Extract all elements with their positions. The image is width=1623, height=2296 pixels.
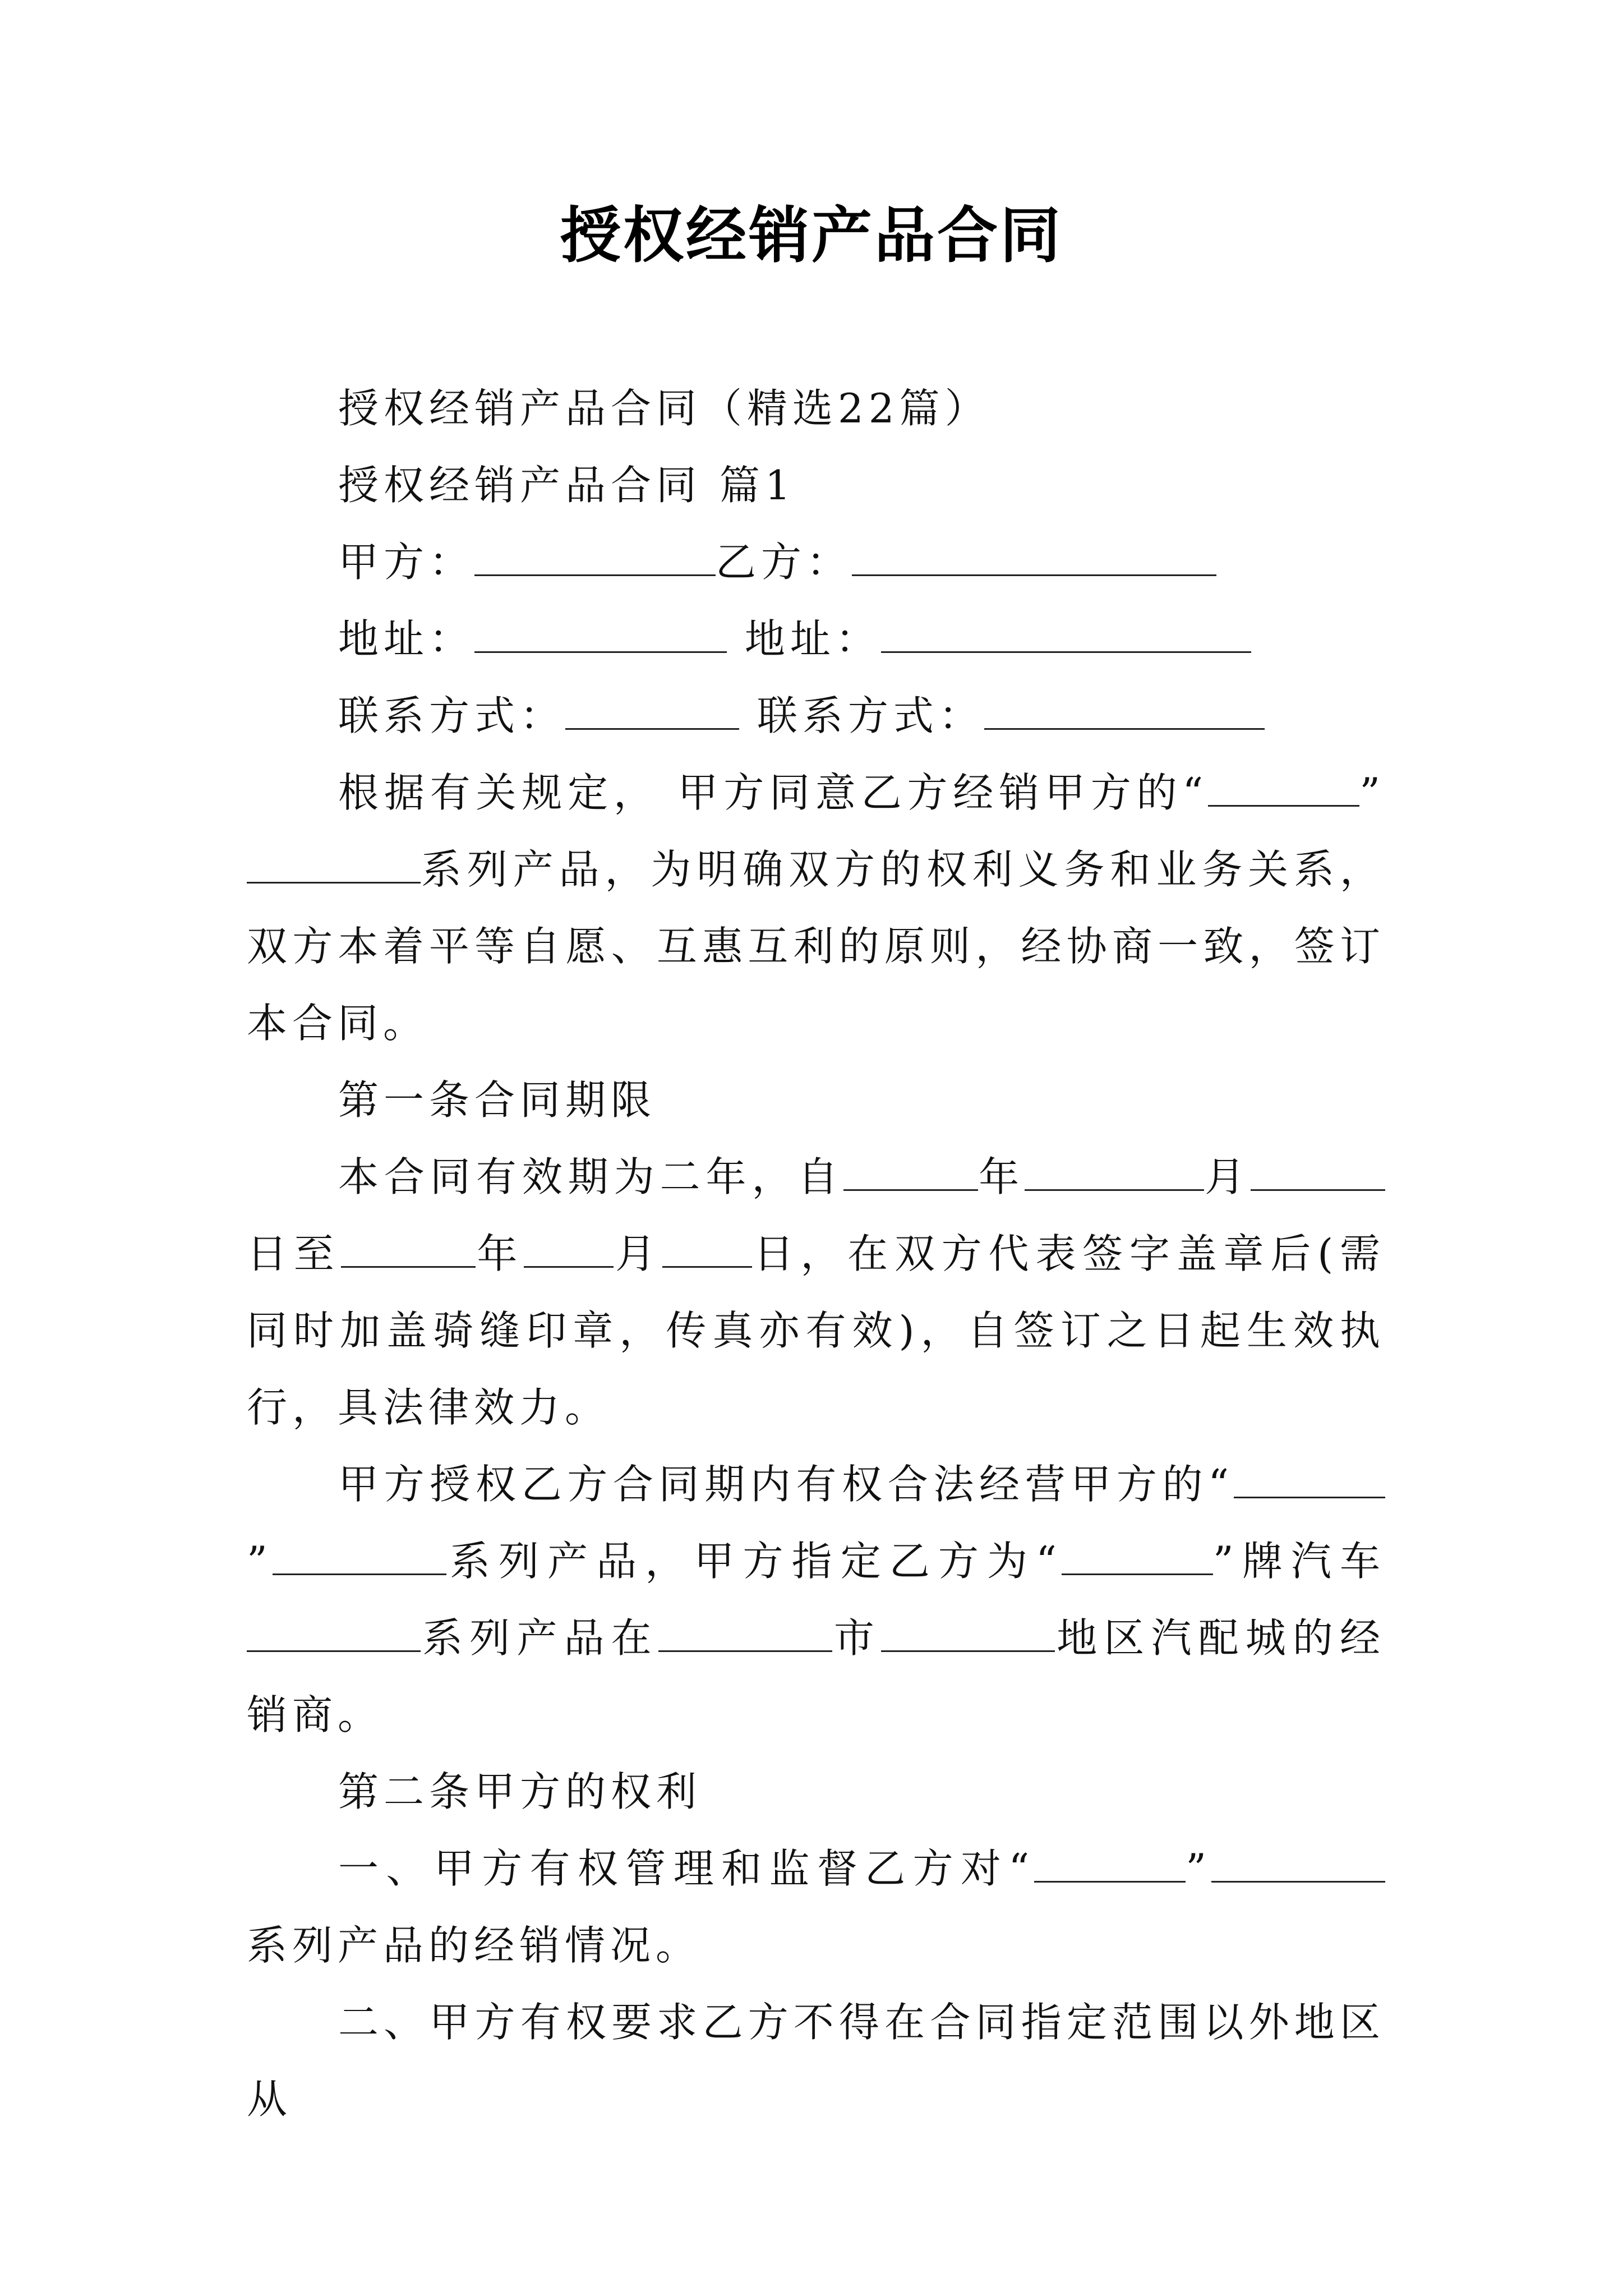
intro-part2: ” bbox=[1359, 769, 1385, 816]
right1-paragraph bbox=[247, 1830, 1385, 1984]
right1-part1: 一、甲方有权管理和监督乙方对“ bbox=[338, 1845, 1035, 1892]
end-day-blank[interactable] bbox=[662, 1232, 752, 1268]
article1-paragraph bbox=[247, 1139, 1385, 1446]
car-series-blank[interactable] bbox=[247, 1617, 421, 1652]
authorize-part6: 市 bbox=[832, 1614, 882, 1662]
city-blank[interactable] bbox=[658, 1617, 832, 1652]
contact-row bbox=[247, 678, 1385, 754]
authorize-part3: 系列产品，甲方指定乙方为“ bbox=[446, 1538, 1062, 1585]
address-row bbox=[247, 601, 1385, 678]
right2-paragraph bbox=[247, 1984, 1385, 2138]
end-month-blank[interactable] bbox=[524, 1232, 614, 1268]
authorize-part1: 甲方授权乙方合同期内有权合法经营甲方的“ bbox=[338, 1461, 1234, 1508]
subtitle bbox=[247, 370, 1385, 447]
article1-p1: 本合同有效期为二年，自 bbox=[338, 1153, 844, 1200]
article1-year2: 年 bbox=[475, 1230, 524, 1277]
start-year-blank[interactable] bbox=[843, 1156, 978, 1191]
authorize-part7: 地区汽配城的经销商。 bbox=[247, 1614, 1385, 1738]
intro-paragraph bbox=[247, 754, 1385, 1062]
intro-part1: 根据有关规定， 甲方同意乙方经销甲方的“ bbox=[338, 769, 1209, 816]
right1-brand-blank[interactable] bbox=[1034, 1847, 1186, 1883]
address-a-label: 地址： bbox=[338, 615, 475, 662]
start-day-blank[interactable] bbox=[1251, 1156, 1385, 1191]
contact-a-label: 联系方式： bbox=[338, 692, 566, 739]
right2-text: 二、甲方有权要求乙方不得在合同指定范围以外地区从 bbox=[247, 1999, 1385, 2123]
party-b-blank[interactable] bbox=[852, 541, 1216, 576]
party-a-label: 甲方： bbox=[338, 539, 475, 586]
article2-heading bbox=[247, 1754, 1385, 1830]
document-body bbox=[247, 370, 1385, 2138]
end-year-blank[interactable] bbox=[341, 1232, 476, 1268]
right1-series-blank[interactable] bbox=[1211, 1847, 1385, 1883]
party-b-label: 乙方： bbox=[716, 539, 852, 586]
authorize-part2: ” bbox=[247, 1538, 273, 1585]
car-brand-blank[interactable] bbox=[1062, 1540, 1213, 1575]
address-b-blank[interactable] bbox=[881, 618, 1251, 653]
authorize-series-blank[interactable] bbox=[273, 1540, 446, 1575]
series-blank[interactable] bbox=[247, 848, 421, 884]
intro-part3: 系列产品，为明确双方的权利义务和业务关系，双方本着平等自愿、互惠互利的原则，经协商一致，签订本合同。 bbox=[247, 846, 1385, 1047]
contact-b-blank[interactable] bbox=[984, 694, 1265, 730]
brand-blank[interactable] bbox=[1208, 771, 1359, 807]
article1-day: 日 bbox=[247, 1230, 294, 1277]
contact-b-label: 联系方式： bbox=[757, 692, 984, 739]
article1-year: 年 bbox=[978, 1153, 1025, 1200]
authorize-part5: 系列产品在 bbox=[421, 1614, 658, 1662]
contact-a-blank[interactable] bbox=[565, 694, 739, 730]
party-a-blank[interactable] bbox=[474, 541, 716, 576]
article1-heading bbox=[247, 1062, 1385, 1139]
authorize-paragraph bbox=[247, 1446, 1385, 1754]
article1-month: 月 bbox=[1204, 1153, 1251, 1200]
right1-part3: 系列产品的经销情况。 bbox=[247, 1922, 702, 1969]
address-a-blank[interactable] bbox=[474, 618, 727, 653]
authorize-brand-blank[interactable] bbox=[1234, 1463, 1385, 1498]
start-month-blank[interactable] bbox=[1025, 1156, 1204, 1191]
section-heading-text: 授权经销产品合同 篇1 bbox=[338, 462, 796, 509]
article1-heading-text: 第一条合同期限 bbox=[338, 1076, 657, 1124]
subtitle-text: 授权经销产品合同（精选22篇） bbox=[338, 385, 990, 432]
article1-to: 至 bbox=[293, 1230, 341, 1277]
document-title: 授权经销产品合同 bbox=[560, 200, 1063, 271]
party-row bbox=[247, 524, 1385, 601]
article1-rest: 日，在双方代表签字盖章后(需同时加盖骑缝印章，传真亦有效)，自签订之日起生效执行，具法律效力。 bbox=[247, 1230, 1385, 1431]
address-b-label: 地址： bbox=[744, 615, 881, 662]
section-heading bbox=[247, 447, 1385, 524]
article1-month2: 月 bbox=[614, 1230, 662, 1277]
right1-part2: ” bbox=[1186, 1845, 1211, 1892]
authorize-part4: ”牌汽车 bbox=[1212, 1538, 1386, 1585]
article2-heading-text: 第二条甲方的权利 bbox=[338, 1768, 702, 1815]
district-blank[interactable] bbox=[881, 1617, 1055, 1652]
